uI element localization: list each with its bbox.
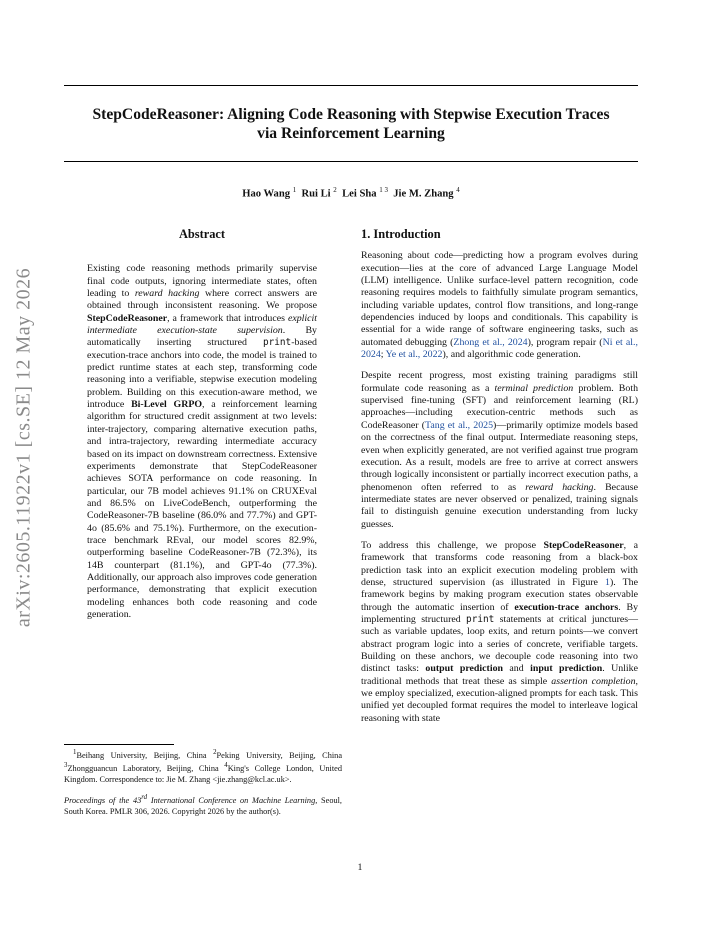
footnote-text: Beihang University, Beijing, China xyxy=(76,750,214,760)
intro-text: ). The framework begins by making program execution states observable through the automatic insertion of xyxy=(361,576,638,613)
author-name: Lei Sha xyxy=(342,188,377,200)
author-name: Jie M. Zhang xyxy=(393,188,454,200)
abstract-body xyxy=(87,263,317,621)
proceedings-text: Proceedings of the xyxy=(64,796,133,806)
citation-link[interactable]: Tang et al., 2025 xyxy=(425,419,494,431)
intro-text: Despite recent progress, most existing training paradigms still formulate code reasoning as a xyxy=(361,370,638,394)
abstract-code-keyword: print xyxy=(262,337,292,349)
title-bottom-rule xyxy=(64,161,638,162)
paper-title xyxy=(64,105,638,143)
intro-paragraph-1 xyxy=(361,250,638,361)
proceedings-text: , Seoul, South Korea. PMLR 306, 2026. Copyright 2026 by the author(s). xyxy=(64,796,343,816)
intro-bold: input prediction xyxy=(530,663,603,675)
title-line-2: via Reinforcement Learning xyxy=(257,125,445,142)
intro-text: . Because intermediate states are never observed or penalized, training signals fail to distinguish genuine execution understanding from lucky guesses. xyxy=(361,481,638,530)
intro-text: )—primarily optimize models based on the correctness of the final output. Intermediate reasoning steps, even when explicitly generated, are not verified against true program execution. As a result, models are free to arrive at correct answers through logically inconsistent or partially incorrect execution paths, a phenomenon often referred to as xyxy=(361,419,638,493)
footnote-text: Peking University, Beijing, China xyxy=(216,750,342,760)
proceedings-ordinal: rd xyxy=(141,794,148,802)
author-affiliation: 4 xyxy=(456,186,460,194)
author-list xyxy=(64,186,638,200)
intro-text: . Unlike traditional methods that treat these as simple xyxy=(361,663,638,687)
figure-reference-link[interactable]: 1 xyxy=(605,576,610,588)
proceedings-note xyxy=(64,793,342,817)
intro-emphasis: assertion completion xyxy=(551,675,636,687)
intro-text: , we employ specialized, execution-aligned prompts for each task. This unified yet decoupled format requires the model to interleave logical reasoning with state xyxy=(361,675,639,724)
abstract-column xyxy=(87,228,317,621)
intro-bold: output prediction xyxy=(425,663,503,675)
citation-link[interactable]: Ye et al., 2022 xyxy=(385,349,443,361)
intro-text: Reasoning about code—predicting how a program evolves during execution—lies at the core of advanced Large Language Model (LLM) intelligence. Unlike surface-level pattern recognition, code reasoning requires models to faithfully simulate program semantics, including variable updates, control flow transitions, and long-range dependencies induced by loops and conditionals. This capability is essential for a wide range of software engineering tasks, such as automated debugging ( xyxy=(361,250,638,348)
abstract-method-name: StepCodeReasoner xyxy=(87,312,168,324)
abstract-heading: Abstract xyxy=(178,227,226,241)
author-affiliation: 1 3 xyxy=(379,186,388,194)
abstract-text: . By automatically inserting structured xyxy=(87,325,317,349)
page-number: 1 xyxy=(357,862,363,873)
intro-text: and xyxy=(503,663,531,675)
abstract-emphasis: reward hacking xyxy=(134,288,200,300)
intro-paragraph-3 xyxy=(361,540,638,725)
title-top-rule xyxy=(64,85,638,86)
abstract-text: -based execution-trace anchors into code, the model is trained to predict runtime states at each step, transforming code reasoning into a verifiable, stepwise execution modeling problem. Building on this execution-aware method, we introduce xyxy=(87,337,317,411)
title-line-1: StepCodeReasoner: Aligning Code Reasoning with Stepwise Execution Traces xyxy=(92,106,610,123)
footnotes xyxy=(64,744,342,817)
author-affiliation: 2 xyxy=(333,186,337,194)
intro-text: To address this challenge, we propose xyxy=(361,539,544,551)
citation-link[interactable]: Ni et al., 2024 xyxy=(361,336,638,361)
abstract-text: , a framework that introduces xyxy=(167,312,288,324)
proceedings-text: International Conference on Machine Learning xyxy=(147,796,316,806)
abstract-text: Existing code reasoning methods primarily supervise final code outputs, ignoring intermediate states, often leading to xyxy=(87,263,317,300)
abstract-text: , a reinforcement learning algorithm for structured credit assignment at two levels: inter-trajectory, comparing alternative execution paths, and intra-trajectory, rewarding intermediate accuracy based on its impact on downstream correctness. Extensive experiments demonstrate that StepCodeReasoner achieves SOTA performance on code reasoning. In particular, our 7B model achieves 91.1% on CRUXEval and 86.5% on LiveCodeBench, outperforming the CodeReasoner-7B baseline (86.0% and 77.7%) and GPT-4o (85.6% and 75.1%). Furthermore, on the execution-trace benchmark REval, our model scores 82.9%, outperforming baseline CodeReasoner-7B (72.3%), its 14B counterpart (81.1%), and GPT-4o (77.3%). Additionally, our approach also improves code generation performance, demonstrating that explicit execution modeling enhances both code reasoning and code generation. xyxy=(87,399,317,620)
citation-link[interactable]: Zhong et al., 2024 xyxy=(453,336,528,348)
author-name: Rui Li xyxy=(301,188,331,200)
introduction-column xyxy=(361,228,638,734)
intro-text: statements at critical junctures—such as variable updates, loop exits, and return points—we convert abstract program logic into a series of concrete, verifiable targets. Building on these anchors, we decouple code reasoning into two distinct tasks: xyxy=(361,613,638,675)
intro-emphasis: terminal prediction xyxy=(494,382,574,394)
author-name: Hao Wang xyxy=(242,188,291,200)
intro-text: ), program repair ( xyxy=(527,336,603,348)
intro-text: ; xyxy=(380,349,386,361)
arxiv-stamp: arXiv:2605.11922v1 [cs.SE] 12 May 2026 xyxy=(12,267,35,628)
intro-bold: execution-trace anchors xyxy=(514,601,619,613)
intro-emphasis: reward hacking xyxy=(525,481,594,493)
introduction-heading: 1. Introduction xyxy=(361,227,441,241)
proceedings-number: 43 xyxy=(132,796,142,806)
intro-code-keyword: print xyxy=(466,613,495,625)
intro-text: ), and algorithmic code generation. xyxy=(442,349,581,361)
intro-bold: StepCodeReasoner xyxy=(543,539,624,551)
abstract-emphasis: explicit intermediate execution-state supervision xyxy=(87,312,317,337)
footnote-text: Zhongguancun Laboratory, Beijing, China xyxy=(67,764,225,774)
intro-text: problem. Both supervised fine-tuning (SFT) and reinforcement learning (RL) approaches—including execution-centric methods such as CodeReasoner ( xyxy=(361,382,639,431)
footnote-rule xyxy=(64,744,174,745)
author-affiliation: 1 xyxy=(292,186,297,194)
intro-text: , a framework that transforms code reasoning from a black-box prediction task into an explicit execution modeling problem with dense, structured supervision (as illustrated in Figure xyxy=(361,539,638,588)
footnote-text: King's College London, United Kingdom. Correspondence to: Jie M. Zhang <jie.zhang@kcl.ac.uk>. xyxy=(64,764,342,784)
intro-text: . By implementing structured xyxy=(361,601,639,625)
abstract-algorithm-name: Bi-Level GRPO xyxy=(131,399,203,411)
affiliation-footnote: $^1$Beihang University, Beijing, China $^2$Peking University, Beijing, China $^3$Zhongguancun Laboratory, Beijing, China $^4$King's College London, United Kingdom. Correspondence to: Jie M. Zhang <jie.zhang@kcl.ac.uk>. xyxy=(64,749,342,784)
abstract-text: where correct answers are obtained through inconsistent reasoning. We propose xyxy=(87,288,317,312)
intro-paragraph-2 xyxy=(361,370,638,530)
